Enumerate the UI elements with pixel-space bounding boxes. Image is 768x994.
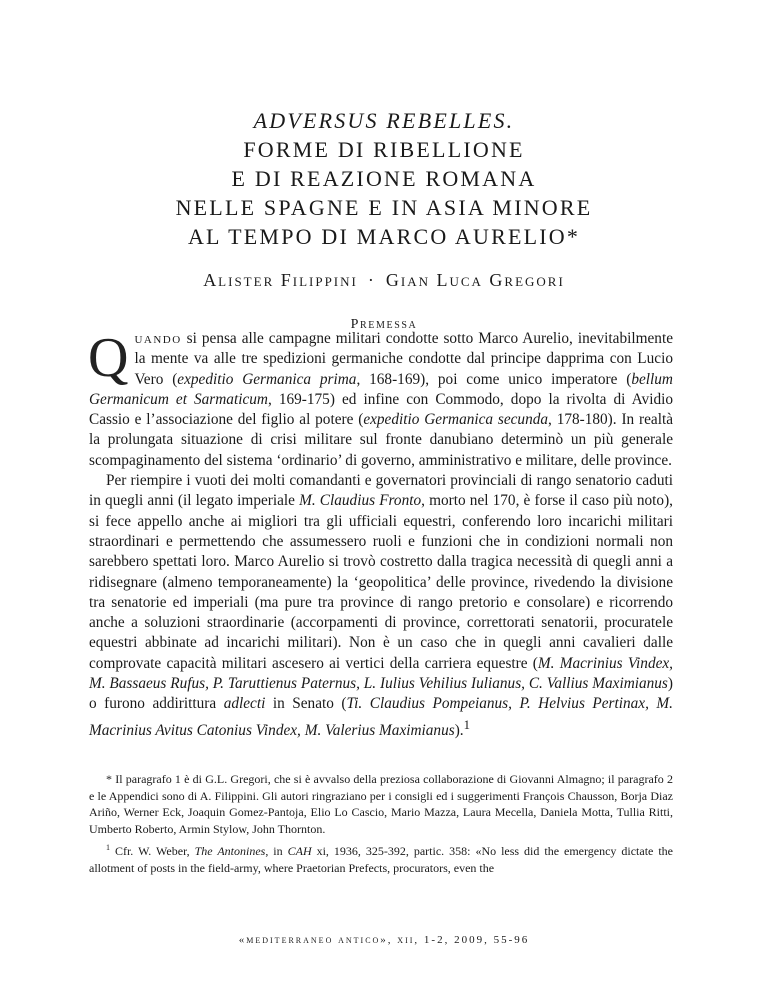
p2-italic-4: Ti. Claudius Pompeianus, P. Helvius Pertinax, M. Macrinius Avitus Catonius Vindex, M. Valerius Maximianus — [89, 695, 673, 739]
drop-cap: Q — [88, 327, 129, 389]
body-text — [89, 329, 673, 741]
title-line-4: NELLE SPAGNE E IN ASIA MINORE — [175, 195, 593, 220]
p2-text-4: in Senato ( — [265, 695, 347, 713]
title-line-3: E DI REAZIONE ROMANA — [231, 166, 537, 191]
p2-italic-2: M. Macrinius Vindex, M. Bassaeus Rufus, P. Taruttienus Paternus, L. Iulius Vehilius Iulianus, C. Vallius Maximianus — [89, 654, 673, 693]
author-second: Gian Luca Gregori — [385, 270, 565, 290]
paragraph-2 — [89, 471, 673, 741]
p2-text-1: Per riempire i vuoti dei molti comandanti e governatori provinciali di rango senatorio caduti in quegli anni (il legato imperiale — [89, 472, 673, 510]
footnote-1-mark: 1 — [106, 843, 110, 853]
p2-italic-1: M. Claudius Fronto — [299, 492, 422, 510]
p1-text-4: , 178-180). In realtà la prolungata situazione di crisi militare sul fronte danubiano determinò un più generale scompaginamento del sistema ‘ordinario’ di governo, amministrativo e militare, delle province. — [89, 411, 673, 469]
footnote-star-text: Il paragrafo 1 è di G.L. Gregori, che si è avvalso della preziosa collaborazione di Giovanni Almagno; il paragrafo 2 e le Appendici sono di A. Filippini. Gli autori ringraziano per i consigli ed i suggerimenti François Chausson, Borja Diaz Ariño, Werner Eck, Joaquin Gomez-Pantoja, Elio Lo Cascio, Mario Mazza, Laura Mecella, Daniela Motta, Tullia Ritti, Umberto Roberto, Armin Stylow, John Thornton. — [89, 772, 673, 836]
p1-text-2: , 168-169), poi come unico imperatore ( — [356, 370, 632, 388]
author-first: Alister Filippini — [203, 270, 358, 290]
paragraph-1 — [89, 329, 673, 471]
footnote-star — [89, 771, 673, 837]
fn1-text-1: Cfr. W. Weber, — [110, 844, 195, 859]
fn1-italic-2: CAH — [287, 844, 312, 859]
title-line-5: AL TEMPO DI MARCO AURELIO* — [187, 224, 581, 249]
p1-italic-3: expeditio Germanica secunda — [363, 411, 549, 429]
section-heading: Premessa — [350, 317, 418, 332]
article-title — [0, 106, 768, 251]
footnote-star-mark: * — [106, 772, 112, 786]
footnote-ref-1[interactable]: 1 — [463, 717, 470, 732]
footnotes — [89, 771, 673, 880]
running-footer: «mediterraneo antico», xii, 1-2, 2009, 55-96 — [238, 934, 530, 946]
fn1-italic-1: The Antonines — [194, 844, 266, 859]
lead-word: uando — [134, 330, 182, 347]
footnote-1 — [89, 840, 673, 876]
fn1-text-3: xi, 1936, 325-392, partic. 358: «No less did the emergency dictate the allotment of posts in the field-army, where Praetorian Prefects, procurators, even the — [89, 844, 674, 875]
author-line — [0, 270, 768, 291]
p1-italic-1: expeditio Germanica prima — [177, 370, 357, 388]
p1-italic-2: bellum Germanicum et Sarmaticum — [89, 370, 673, 408]
p1-text-1: si pensa alle campagne militari condotte sotto Marco Aurelio, inevitabilmente la mente va alle tre spedizioni germaniche condotte dal principe dapprima con Lucio Vero ( — [134, 330, 673, 388]
p1-text-3: , 169-175) ed infine con Commodo, dopo la rivolta di Avidio Cassio e l’associazione del figlio al potere ( — [89, 390, 673, 429]
author-separator: · — [367, 270, 376, 290]
fn1-text-2: , in — [265, 844, 288, 859]
p2-italic-3: adlecti — [223, 695, 266, 713]
title-line-2: FORME DI RIBELLIONE — [243, 137, 525, 162]
p2-text-3: ) o furono addirittura — [89, 675, 673, 713]
p2-text-5: ). — [454, 721, 464, 739]
p2-text-2: , morto nel 170, è forse il caso più noto), si fece appello anche ai migliori tra gli ufficiali equestri, conferendo loro incarichi militari straordinari e permettendo che assumessero ruoli e funzioni che in condizioni normali non sarebbero spettati loro. Marco Aurelio si trovò costretto dalla tragica necessità di quegli anni a ridisegnare (almeno temporaneamente) la ‘geopolitica’ delle province, rivedendo la divisione tra senatorie ed imperiali (ma pure tra province di rango pretorio e consolare) e ricorrendo anche a soluzioni straordinarie (accorpamenti di province, correttorati senatorii, procuratele equestri abbinate ad incarichi militari). Non è un caso che in quegli anni cavalieri dalle comprovate capacità militari ascesero ai vertici della carriera equestre ( — [89, 492, 674, 672]
title-line-1: ADVERSUS REBELLES. — [253, 108, 515, 133]
